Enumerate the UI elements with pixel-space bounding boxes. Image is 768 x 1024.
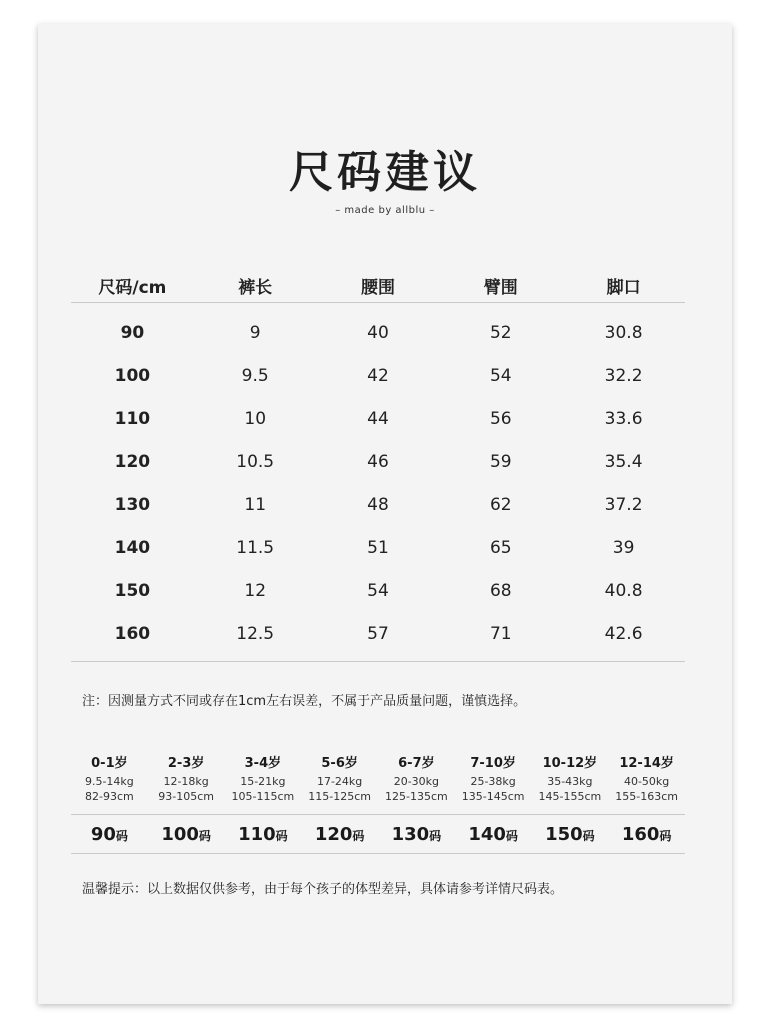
column-header-leg-opening: 脚口: [606, 277, 641, 298]
waist-cell: 54: [367, 580, 389, 601]
hip-cell: 62: [489, 494, 512, 515]
waist-cell: 57: [367, 623, 389, 644]
page-subtitle: – made by allblu –: [335, 205, 435, 216]
age-label: 3-4岁: [244, 756, 282, 771]
table-row: [71, 569, 685, 612]
height-range: 105-115cm: [231, 790, 295, 803]
size-code-unit: 码: [582, 828, 595, 843]
table-row: [71, 483, 685, 526]
size-cell: 90: [120, 322, 145, 343]
age-label: 0-1岁: [91, 756, 128, 771]
size-code-number: 110: [238, 823, 276, 845]
size-cell: 160: [114, 623, 151, 644]
size-code-number: 150: [545, 823, 583, 845]
pant-length-cell: 9: [249, 322, 261, 343]
age-group: [225, 754, 302, 804]
pant-length-cell: 11.5: [236, 537, 275, 558]
waist-cell: 51: [367, 537, 389, 558]
weight-range: 20-30kg: [393, 775, 440, 788]
size-code-number: 160: [621, 823, 660, 845]
column-header-hip: 臂围: [483, 277, 518, 298]
size-cell: 150: [114, 580, 151, 601]
reference-tip: 温馨提示：以上数据仅供参考，由于每个孩子的体型差异，具体请参考详情尺码表。: [82, 882, 564, 897]
age-label: 12-14岁: [619, 756, 674, 771]
page-title: 尺码建议: [289, 147, 481, 198]
height-range: 155-163cm: [615, 790, 678, 803]
weight-range: 35-43kg: [547, 775, 593, 788]
height-range: 93-105cm: [158, 790, 214, 803]
size-table-header: [71, 268, 685, 302]
height-range: 135-145cm: [461, 790, 525, 803]
size-code: [301, 824, 378, 845]
size-code-unit: 码: [198, 828, 211, 843]
age-group: [608, 754, 685, 804]
guide-divider: [71, 853, 685, 854]
age-group: [148, 754, 225, 804]
size-code-row: [71, 815, 685, 853]
table-row: [71, 354, 685, 397]
leg-opening-cell: 40.8: [604, 580, 643, 601]
table-divider: [71, 661, 685, 662]
pant-length-cell: 11: [244, 494, 267, 515]
table-row: [71, 526, 685, 569]
size-cell: 100: [114, 365, 151, 386]
age-group: [301, 754, 378, 804]
column-header-pant-length: 裤长: [238, 277, 273, 298]
size-code-unit: 码: [429, 828, 442, 843]
age-row: [71, 754, 685, 804]
weight-range: 12-18kg: [163, 775, 209, 788]
weight-range: 25-38kg: [470, 775, 516, 788]
table-row: [71, 311, 685, 354]
age-label: 10-12岁: [542, 756, 598, 771]
pant-length-cell: 10: [244, 408, 267, 429]
weight-range: 9.5-14kg: [84, 775, 134, 788]
hip-cell: 68: [489, 580, 512, 601]
size-cell: 120: [114, 451, 151, 472]
pant-length-cell: 12.5: [236, 623, 275, 644]
measurement-note: 注：因测量方式不同或存在1cm左右误差，不属于产品质量问题，谨慎选择。: [82, 694, 527, 709]
size-cell: 110: [114, 408, 151, 429]
weight-range: 40-50kg: [623, 775, 670, 788]
pant-length-cell: 12: [244, 580, 267, 601]
size-code-unit: 码: [505, 828, 518, 843]
size-code: [532, 824, 609, 845]
age-group: [532, 754, 609, 804]
waist-cell: 40: [367, 322, 389, 343]
age-label: 7-10岁: [470, 756, 516, 771]
leg-opening-cell: 30.8: [604, 322, 643, 343]
leg-opening-cell: 33.6: [604, 408, 643, 429]
pant-length-cell: 10.5: [236, 451, 275, 472]
size-code: [608, 824, 685, 845]
size-code-number: 140: [468, 823, 506, 845]
hip-cell: 71: [489, 623, 512, 644]
hip-cell: 59: [489, 451, 512, 472]
size-code: [378, 824, 455, 845]
hip-cell: 56: [489, 408, 512, 429]
waist-cell: 42: [367, 365, 389, 386]
size-cell: 130: [114, 494, 151, 515]
age-label: 5-6岁: [321, 756, 358, 771]
size-code-number: 120: [314, 823, 353, 845]
column-header-size: 尺码/cm: [98, 277, 167, 298]
size-code-unit: 码: [659, 828, 672, 843]
size-code-number: 130: [391, 823, 430, 845]
height-range: 115-125cm: [308, 790, 371, 803]
hip-cell: 54: [489, 365, 512, 386]
pant-length-cell: 9.5: [241, 365, 269, 386]
table-row: [71, 397, 685, 440]
size-code: [148, 824, 225, 845]
age-group: [455, 754, 532, 804]
age-size-guide: [71, 754, 685, 854]
weight-range: 15-21kg: [240, 775, 286, 788]
age-group: [378, 754, 455, 804]
leg-opening-cell: 39: [612, 537, 635, 558]
waist-cell: 46: [367, 451, 389, 472]
waist-cell: 48: [367, 494, 389, 515]
column-header-waist: 腰围: [360, 277, 395, 298]
waist-cell: 44: [367, 408, 389, 429]
table-row: [71, 440, 685, 483]
size-code-unit: 码: [275, 828, 288, 843]
size-code-unit: 码: [115, 828, 128, 843]
height-range: 125-135cm: [385, 790, 448, 803]
size-code-unit: 码: [352, 828, 365, 843]
height-range: 82-93cm: [85, 790, 134, 803]
hip-cell: 65: [489, 537, 512, 558]
size-code-number: 90: [90, 823, 116, 845]
size-code: [225, 824, 302, 845]
size-cell: 140: [114, 537, 151, 558]
height-range: 145-155cm: [538, 790, 602, 803]
age-label: 6-7岁: [398, 756, 435, 771]
hip-cell: 52: [489, 322, 512, 343]
size-code-number: 100: [161, 823, 199, 845]
leg-opening-cell: 32.2: [604, 365, 643, 386]
size-code: [71, 824, 148, 845]
leg-opening-cell: 37.2: [604, 494, 643, 515]
leg-opening-cell: 42.6: [604, 623, 643, 644]
table-row: [71, 612, 685, 655]
leg-opening-cell: 35.4: [604, 451, 643, 472]
age-group: [71, 754, 148, 804]
size-code: [455, 824, 532, 845]
size-table: [71, 268, 685, 662]
weight-range: 17-24kg: [316, 775, 363, 788]
size-table-body: [71, 303, 685, 661]
age-label: 2-3岁: [167, 756, 205, 771]
